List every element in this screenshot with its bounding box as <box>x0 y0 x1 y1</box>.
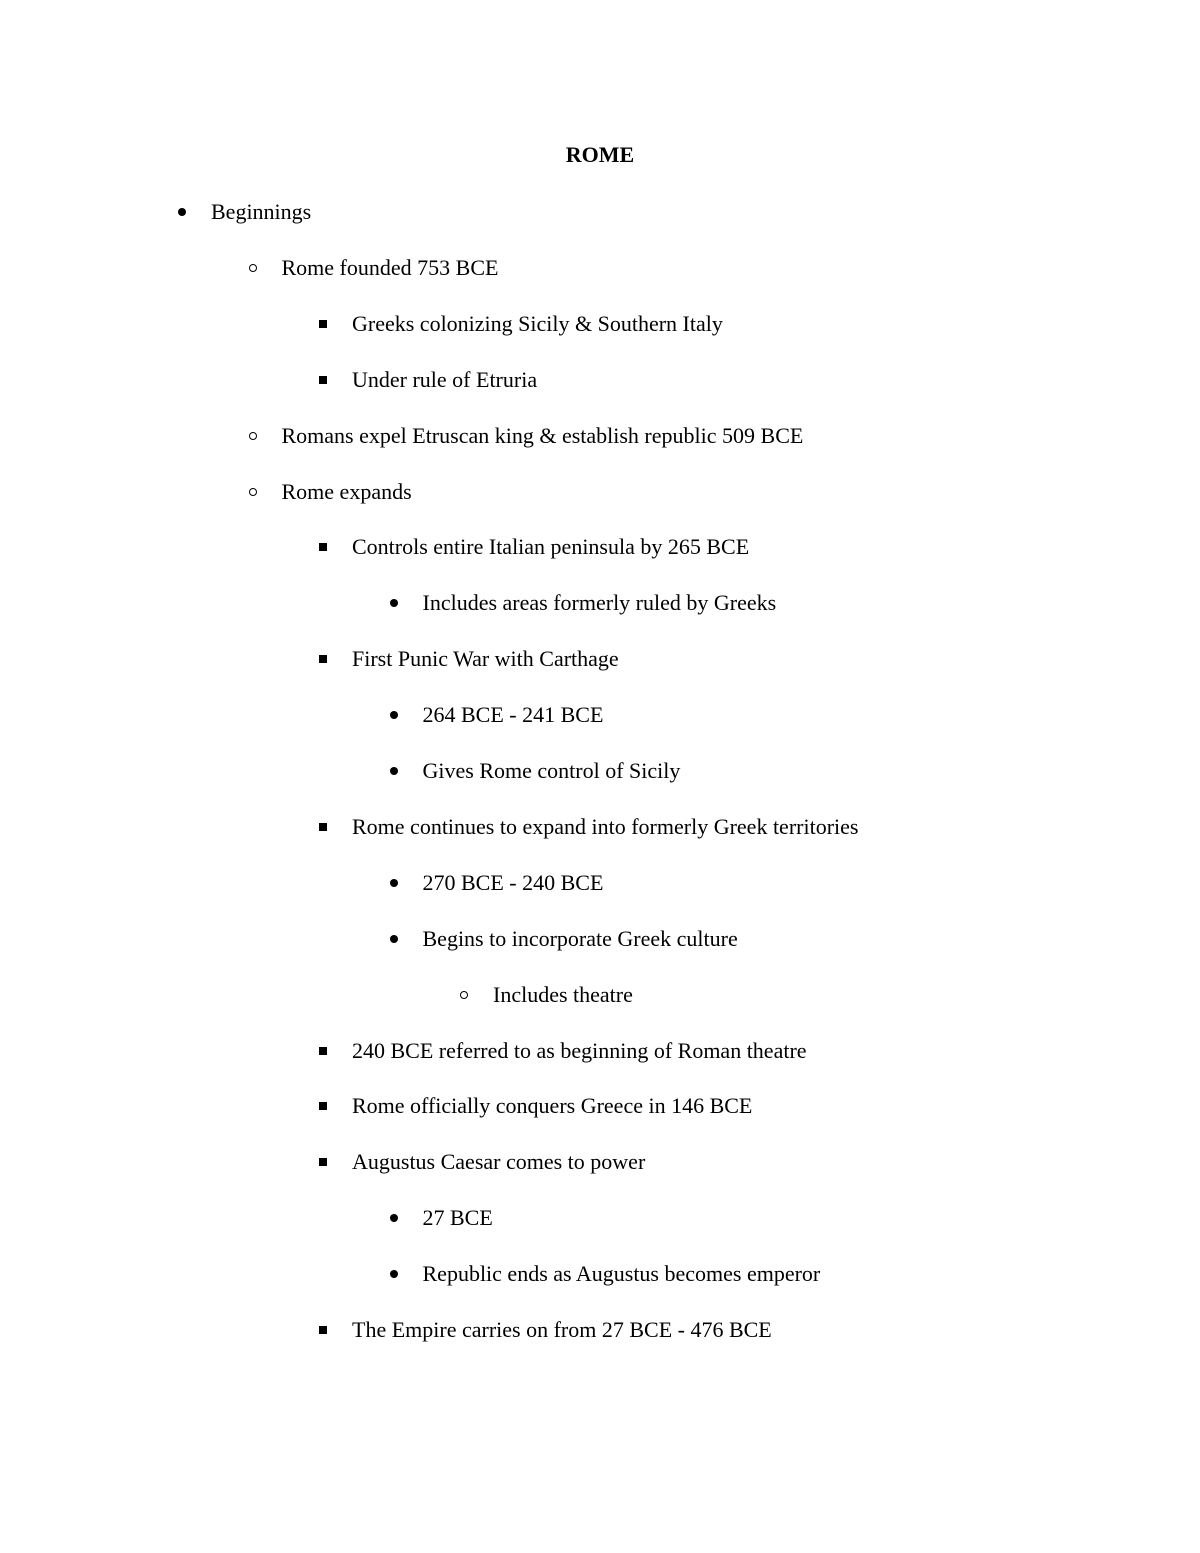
disc-bullet-icon <box>390 935 398 943</box>
list-item <box>0 924 1200 954</box>
list-item <box>0 756 1200 786</box>
list-item <box>0 1147 1200 1177</box>
list-item-text: Rome continues to expand into formerly Greek territories <box>352 813 859 839</box>
square-bullet-icon <box>319 1047 327 1055</box>
list-item-text: Republic ends as Augustus becomes emperor <box>422 1261 821 1287</box>
disc-bullet-icon <box>390 879 398 887</box>
list-item-text: First Punic War with Carthage <box>352 646 619 672</box>
document-title: ROME <box>565 142 635 167</box>
list-item-text: The Empire carries on from 27 BCE - 476 BCE <box>352 1317 772 1342</box>
list-item <box>0 197 1200 227</box>
list-item <box>0 532 1200 562</box>
square-bullet-icon <box>319 1102 327 1110</box>
list-item-text: Beginnings <box>211 199 312 224</box>
list-item <box>0 1259 1200 1289</box>
list-item <box>0 868 1200 898</box>
list-item <box>0 253 1200 283</box>
list-item <box>0 588 1200 618</box>
square-bullet-icon <box>319 543 327 551</box>
disc-bullet-icon <box>178 208 186 216</box>
list-item-text: Rome expands <box>281 478 412 504</box>
circle-bullet-icon <box>249 432 257 440</box>
list-item-text: Gives Rome control of Sicily <box>422 758 681 783</box>
list-item-text: Under rule of Etruria <box>352 366 538 392</box>
square-bullet-icon <box>319 823 327 831</box>
list-item <box>0 365 1200 395</box>
list-item-text: 270 BCE - 240 BCE <box>422 869 604 895</box>
circle-bullet-icon <box>249 264 257 272</box>
list-item <box>0 309 1200 339</box>
disc-bullet-icon <box>390 599 398 607</box>
list-item-text: Begins to incorporate Greek culture <box>422 925 738 951</box>
disc-bullet-icon <box>390 1270 398 1278</box>
list-item <box>0 1203 1200 1233</box>
list-item <box>0 700 1200 730</box>
list-item <box>0 644 1200 674</box>
list-item-text: Rome founded 753 BCE <box>281 254 499 280</box>
list-item <box>0 477 1200 507</box>
list-item-text: Greeks colonizing Sicily & Southern Italy <box>352 310 723 336</box>
list-item-text: Rome officially conquers Greece in 146 BCE <box>352 1093 753 1119</box>
square-bullet-icon <box>319 320 327 328</box>
square-bullet-icon <box>319 376 327 384</box>
list-item <box>0 980 1200 1010</box>
list-item-text: Includes theatre <box>493 981 633 1007</box>
square-bullet-icon <box>319 1326 327 1334</box>
list-item-text: 27 BCE <box>422 1205 493 1231</box>
list-item <box>0 1315 1200 1345</box>
circle-bullet-icon <box>460 991 468 999</box>
circle-bullet-icon <box>249 488 257 496</box>
disc-bullet-icon <box>390 711 398 719</box>
square-bullet-icon <box>319 655 327 663</box>
list-item-text: Controls entire Italian peninsula by 265 BCE <box>352 534 750 560</box>
list-item <box>0 421 1200 451</box>
disc-bullet-icon <box>390 767 398 775</box>
list-item <box>0 812 1200 842</box>
list-item-text: Augustus Caesar comes to power <box>352 1149 646 1175</box>
list-item-text: 264 BCE - 241 BCE <box>422 702 604 728</box>
disc-bullet-icon <box>390 1214 398 1222</box>
list-item <box>0 1036 1200 1066</box>
list-item-text: Romans expel Etruscan king & establish republic 509 BCE <box>281 422 804 448</box>
square-bullet-icon <box>319 1158 327 1166</box>
list-item-text: Includes areas formerly ruled by Greeks <box>422 590 777 616</box>
list-item-text: 240 BCE referred to as beginning of Roman theatre <box>352 1037 807 1063</box>
list-item <box>0 1091 1200 1121</box>
